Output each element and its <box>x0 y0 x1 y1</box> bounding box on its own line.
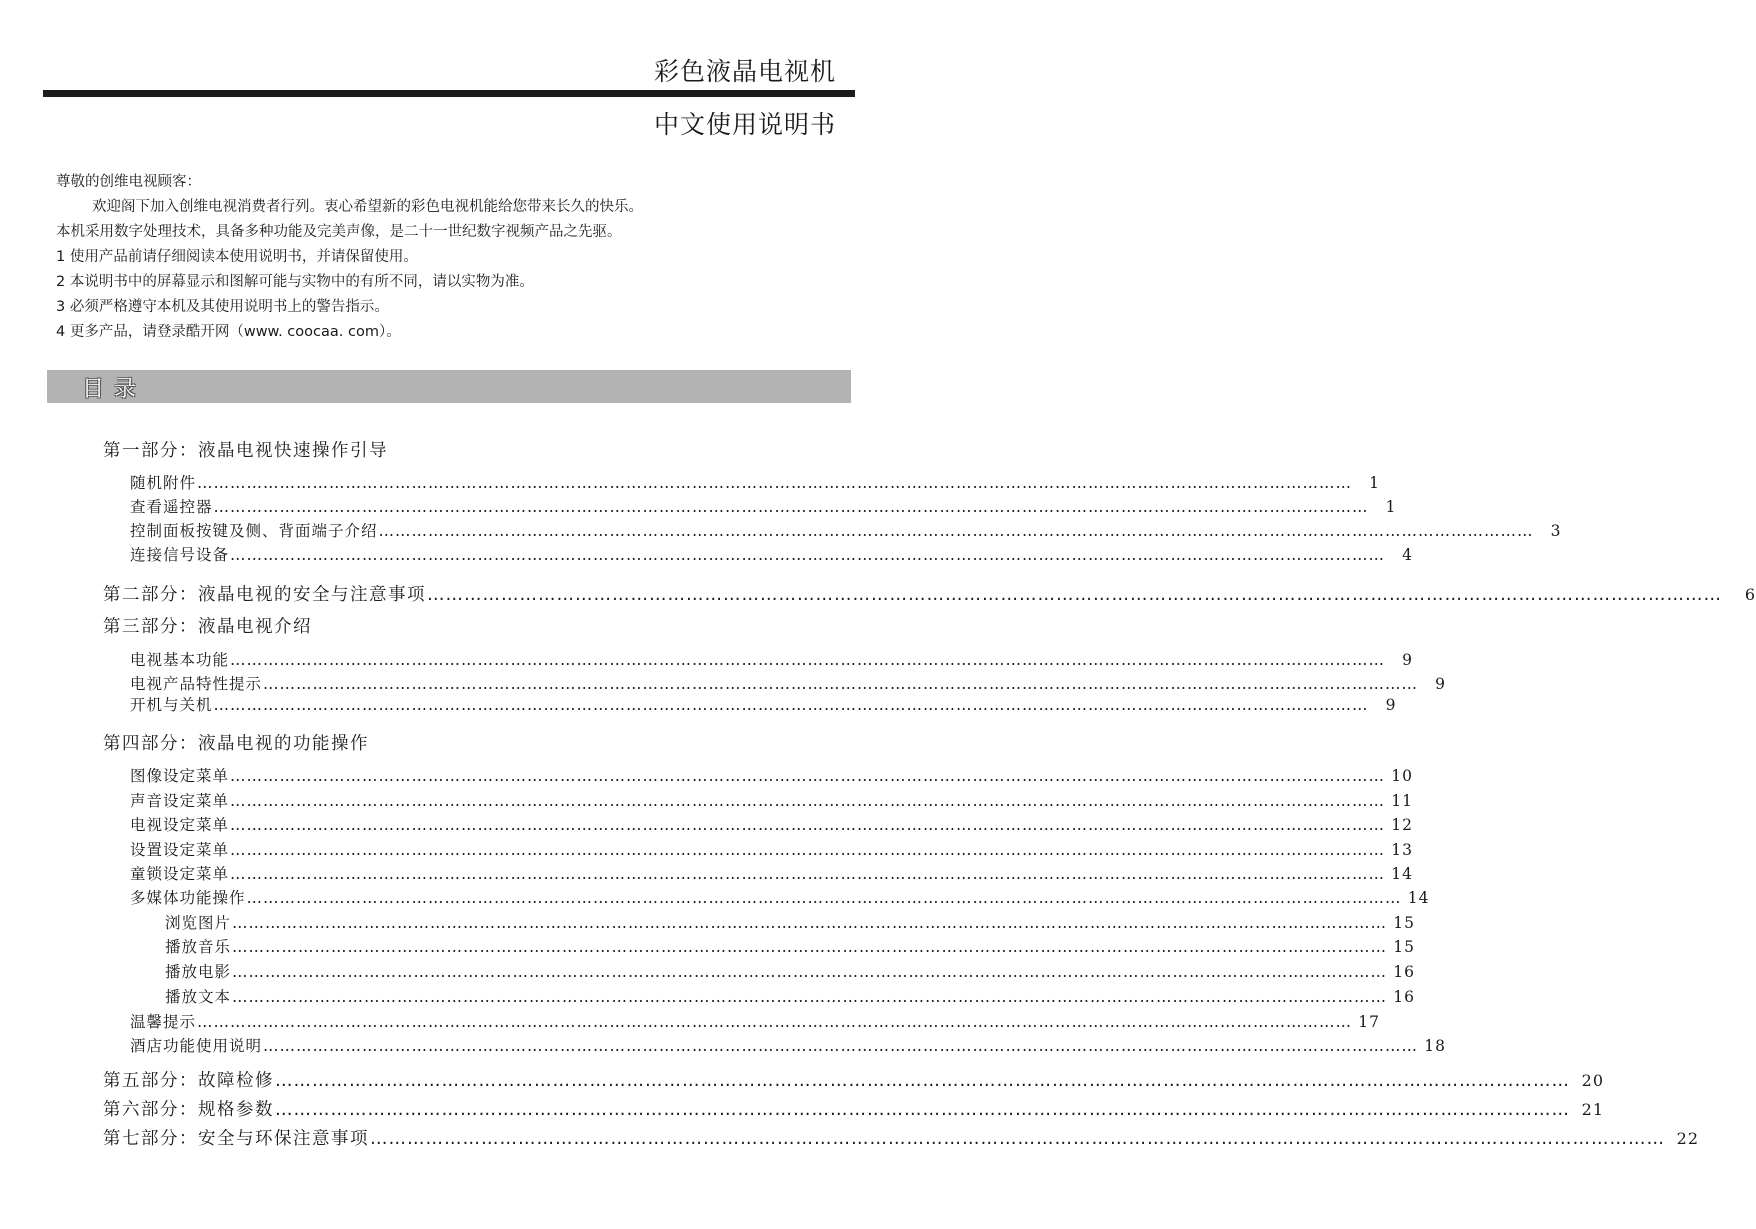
toc-page-number: 13 <box>1391 841 1414 859</box>
toc-part-3[interactable] <box>103 613 825 638</box>
toc-entry[interactable] <box>165 935 1416 957</box>
intro-section <box>56 170 856 345</box>
toc-part-2[interactable] <box>103 581 1756 606</box>
toc-leader-dots: ………………………………………………………………………………………………………………………………………………………………………………………… <box>213 696 1369 714</box>
toc-page-number: 22 <box>1676 1129 1699 1148</box>
toc-label: 电视产品特性提示 <box>130 675 263 693</box>
toc-leader-dots: ………………………………………………………………………………………………………………………………………………………………………………………… <box>232 938 1388 956</box>
document-subtitle: 中文使用说明书 <box>653 110 836 139</box>
toc-leader-dots: ………………………………………………………………………………………………………………………………………………………………………………………… <box>246 889 1402 907</box>
toc-entry[interactable] <box>130 693 1397 715</box>
toc-label: 电视基本功能 <box>130 651 230 669</box>
toc-page-number: 9 <box>1435 675 1447 693</box>
intro-tech: 本机采用数字处理技术，具备多种功能及完美声像，是二十一世纪数字视频产品之先驱。 <box>56 224 622 240</box>
toc-leader-dots: ………………………………………………………………………………………………………………………………………………………………………………………… <box>230 792 1386 810</box>
document-title: 彩色液晶电视机 <box>653 57 836 86</box>
intro-note: 2 本说明书中的屏幕显示和图解可能与实物中的有所不同，请以实物为准。 <box>56 274 534 290</box>
toc-label: 酒店功能使用说明 <box>130 1037 263 1055</box>
toc-label: 第四部分：液晶电视的功能操作 <box>103 734 369 754</box>
toc-label: 童锁设定菜单 <box>130 865 230 883</box>
toc-entry[interactable] <box>165 985 1416 1007</box>
toc-entry[interactable] <box>130 813 1414 835</box>
toc-page-number: 21 <box>1581 1100 1604 1119</box>
toc-leader-dots: ………………………………………………………………………………………………………………………………………………………………………………………… <box>275 1071 1570 1091</box>
toc-page-number: 3 <box>1550 522 1562 540</box>
toc-part-7[interactable] <box>103 1125 1699 1150</box>
toc-leader-dots: ………………………………………………………………………………………………………………………………………………………………………………………… <box>427 585 1722 605</box>
toc-part-5[interactable] <box>103 1067 1604 1092</box>
toc-label: 第五部分：故障检修 <box>103 1071 274 1091</box>
toc-entry[interactable] <box>130 764 1414 786</box>
toc-entry[interactable] <box>130 789 1414 811</box>
toc-page-number: 17 <box>1358 1013 1381 1031</box>
toc-entry[interactable] <box>130 862 1414 884</box>
toc-page-number: 9 <box>1402 651 1414 669</box>
toc-label: 第三部分：液晶电视介绍 <box>103 617 312 637</box>
toc-label: 温馨提示 <box>130 1013 197 1031</box>
intro-note: 3 必须严格遵守本机及其使用说明书上的警告指示。 <box>56 299 389 315</box>
toc-entry[interactable] <box>130 495 1397 517</box>
toc-page-number: 11 <box>1391 792 1414 810</box>
intro-greeting: 尊敬的创维电视顾客： <box>56 174 201 190</box>
intro-note: 1 使用产品前请仔细阅读本使用说明书，并请保留使用。 <box>56 249 418 265</box>
toc-leader-dots: ………………………………………………………………………………………………………………………………………………………………………………………… <box>263 1037 1419 1055</box>
toc-leader-dots: ………………………………………………………………………………………………………………………………………………………………………………………… <box>230 651 1386 669</box>
toc-entry[interactable] <box>165 960 1416 982</box>
toc-page-number: 18 <box>1424 1037 1447 1055</box>
toc-label: 第六部分：规格参数 <box>103 1100 274 1120</box>
toc-leader-dots: ………………………………………………………………………………………………………………………………………………………………………………………… <box>230 546 1386 564</box>
toc-entry[interactable] <box>130 1010 1381 1032</box>
toc-leader-dots: ………………………………………………………………………………………………………………………………………………………………………………………… <box>197 1013 1353 1031</box>
toc-page-number: 9 <box>1385 696 1397 714</box>
toc-label: 开机与关机 <box>130 696 213 714</box>
toc-leader-dots: ………………………………………………………………………………………………………………………………………………………………………………………… <box>263 675 1419 693</box>
toc-part-1[interactable] <box>103 437 825 462</box>
toc-leader-dots: ………………………………………………………………………………………………………………………………………………………………………………………… <box>378 522 1534 540</box>
toc-leader-dots: ………………………………………………………………………………………………………………………………………………………………………………………… <box>275 1100 1570 1120</box>
toc-label: 播放文本 <box>165 988 232 1006</box>
toc-label: 声音设定菜单 <box>130 792 230 810</box>
toc-page-number: 16 <box>1393 988 1416 1006</box>
toc-entry[interactable] <box>130 471 1381 493</box>
toc-page-number: 12 <box>1391 816 1414 834</box>
toc-page-number: 4 <box>1402 546 1414 564</box>
toc-leader-dots: ………………………………………………………………………………………………………………………………………………………………………………………… <box>232 988 1388 1006</box>
toc-page-number: 6 <box>1744 585 1756 604</box>
toc-label: 图像设定菜单 <box>130 767 230 785</box>
toc-leader-dots: ………………………………………………………………………………………………………………………………………………………………………………………… <box>232 963 1388 981</box>
toc-label: 查看遥控器 <box>130 498 213 516</box>
toc-label: 控制面板按键及侧、背面端子介绍 <box>130 522 378 540</box>
toc-entry[interactable] <box>130 1034 1447 1056</box>
toc-label: 电视设定菜单 <box>130 816 230 834</box>
toc-page-number: 10 <box>1391 767 1414 785</box>
toc-leader-dots: ………………………………………………………………………………………………………………………………………………………………………………………… <box>230 865 1386 883</box>
toc-page-number: 14 <box>1407 889 1430 907</box>
toc-label: 随机附件 <box>130 474 197 492</box>
toc-label: 浏览图片 <box>165 914 232 932</box>
toc-entry[interactable] <box>130 648 1414 670</box>
intro-welcome: 欢迎阁下加入创维电视消费者行列。衷心希望新的彩色电视机能给您带来长久的快乐。 <box>92 199 643 215</box>
toc-entry[interactable] <box>130 672 1447 694</box>
toc-leader-dots: ………………………………………………………………………………………………………………………………………………………………………………………… <box>370 1129 1665 1149</box>
toc-label: 第二部分：液晶电视的安全与注意事项 <box>103 585 426 605</box>
toc-page-number: 1 <box>1369 474 1381 492</box>
toc-page-number: 14 <box>1391 865 1414 883</box>
toc-page-number: 20 <box>1581 1071 1604 1090</box>
toc-part-6[interactable] <box>103 1096 1604 1121</box>
toc-entry[interactable] <box>165 911 1416 933</box>
toc-label: 第七部分：安全与环保注意事项 <box>103 1129 369 1149</box>
toc-label: 播放电影 <box>165 963 232 981</box>
toc-label: 多媒体功能操作 <box>130 889 246 907</box>
toc-leader-dots: ………………………………………………………………………………………………………………………………………………………………………………………… <box>230 816 1386 834</box>
toc-entry[interactable] <box>130 838 1414 860</box>
intro-note: 4 更多产品，请登录酷开网（www. coocaa. com）。 <box>56 324 401 340</box>
toc-banner <box>47 370 851 403</box>
toc-page-number: 1 <box>1385 498 1397 516</box>
toc-label: 播放音乐 <box>165 938 232 956</box>
toc-page-number: 15 <box>1393 938 1416 956</box>
toc-leader-dots: ………………………………………………………………………………………………………………………………………………………………………………………… <box>197 474 1353 492</box>
toc-page-number: 16 <box>1393 963 1416 981</box>
toc-part-4[interactable] <box>103 730 825 755</box>
toc-label: 设置设定菜单 <box>130 841 230 859</box>
header-divider <box>43 90 855 97</box>
toc-leader-dots: ………………………………………………………………………………………………………………………………………………………………………………………… <box>230 767 1386 785</box>
toc-leader-dots: ………………………………………………………………………………………………………………………………………………………………………………………… <box>230 841 1386 859</box>
toc-entry[interactable] <box>130 519 1562 541</box>
toc-leader-dots: ………………………………………………………………………………………………………………………………………………………………………………………… <box>232 914 1388 932</box>
toc-page-number: 15 <box>1393 914 1416 932</box>
toc-entry[interactable] <box>130 886 1430 908</box>
toc-entry[interactable] <box>130 543 1414 565</box>
toc-label: 连接信号设备 <box>130 546 230 564</box>
toc-leader-dots: ………………………………………………………………………………………………………………………………………………………………………………………… <box>213 498 1369 516</box>
toc-heading: 目录 <box>82 377 147 402</box>
toc-label: 第一部分：液晶电视快速操作引导 <box>103 441 388 461</box>
